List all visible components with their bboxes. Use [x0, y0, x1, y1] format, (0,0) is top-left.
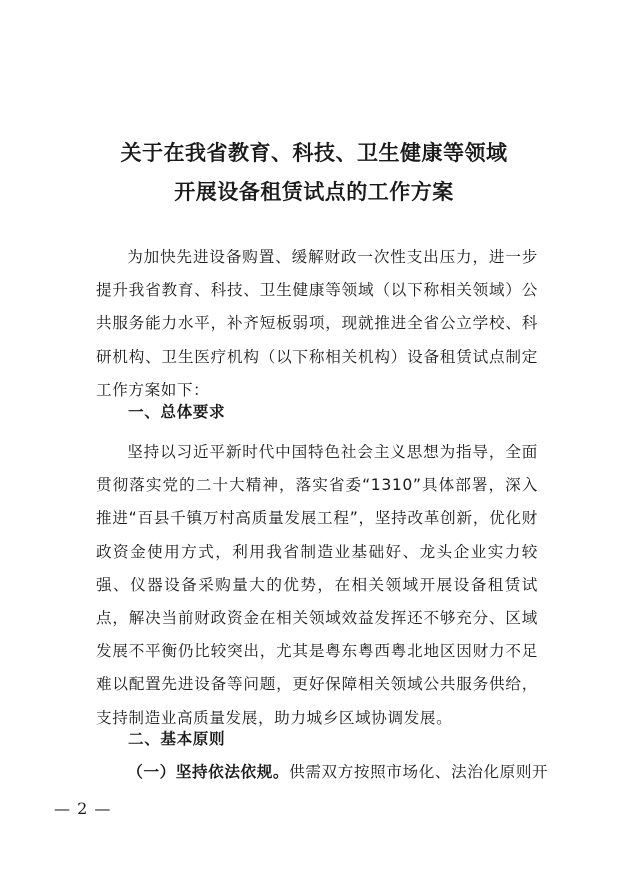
document-title-line-1: 关于在我省教育、科技、卫生健康等领域	[120, 140, 508, 165]
general-requirements-paragraph: 坚持以习近平新时代中国特色社会主义思想为指导，全面贯彻落实党的二十大精神，落实省委“1310”具体部署，深入推进“百县千镇万村高质量发展工程”，坚持改革创新，优化财政资金使用方式，利用我省制造业基础好、龙头企业实力较强、仪器设备采购量大的优势，在相关领域开展设备租赁试点，解决当前财政资金在相关领域效益发挥还不够充分、区域发展不平衡仍比较突出，尤其是粤东粤西粤北地区因财力不足难以配置先进设备等问题，更好保障相关领域公共服务供给，支持制造业高质量发展，助力城乡区域协调发展。	[96, 443, 538, 727]
principle-1-label: （一）坚持依法依规。	[127, 763, 290, 781]
page-number: — 2 —	[54, 799, 112, 818]
principle-1-text: 供需双方按照市场化、法治化原则开	[289, 763, 549, 781]
intro-paragraph: 为加快先进设备购置、缓解财政一次性支出压力，进一步提升我省教育、科技、卫生健康等领域（以下称相关领域）公共服务能力水平，补齐短板弱项，现就推进全省公立学校、科研机构、卫生医疗机构（以下称相关机构）设备租赁试点制定工作方案如下：	[96, 248, 538, 399]
principle-1-paragraph	[96, 756, 549, 789]
document-title-line-2: 开展设备租赁试点的工作方案	[174, 179, 454, 204]
section-heading-general-requirements: 一、总体要求	[128, 403, 226, 421]
section-heading-basic-principles: 二、基本原则	[128, 730, 226, 748]
